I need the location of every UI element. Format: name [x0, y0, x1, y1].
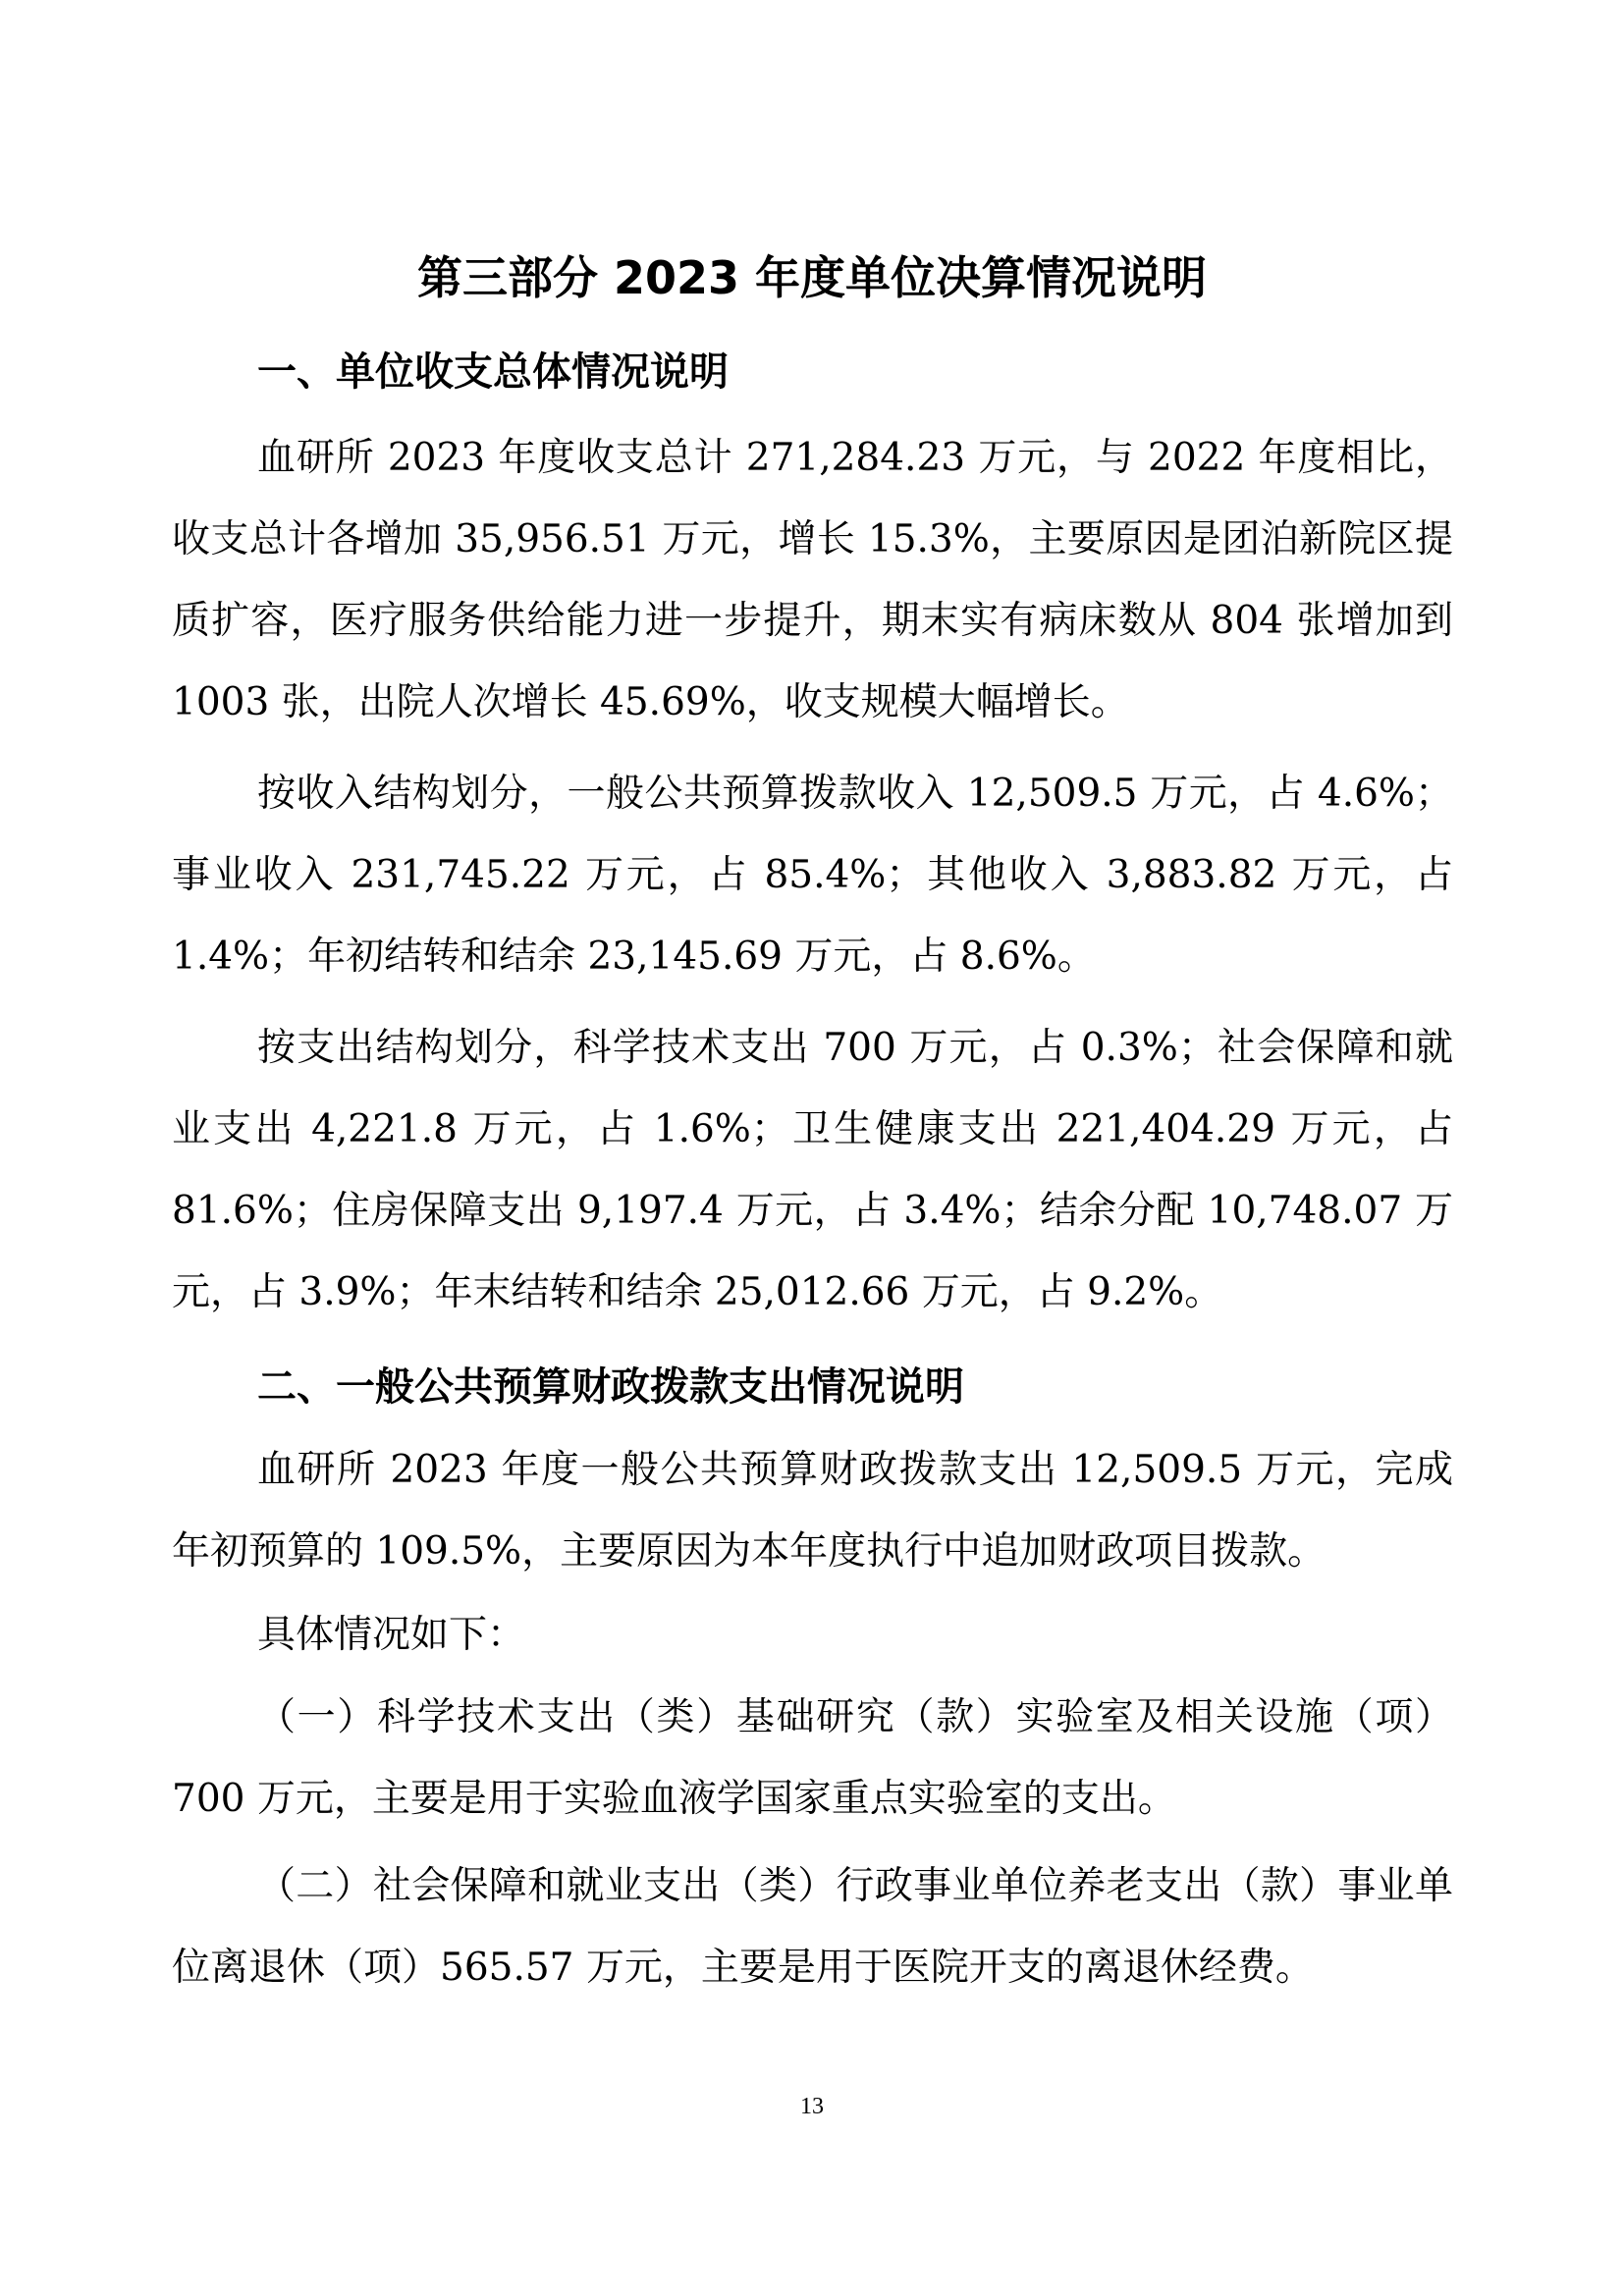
paragraph-2-2: 具体情况如下： — [257, 1613, 526, 1657]
paragraph-1-1: 血研所 2023 年度收支总计 271,284.23 万元，与 2022 年度相比，收支总计各增加 35,956.51 万元，增长 15.3%，主要原因是团泊新院区提质扩容，医疗服务供给能力进一步提升，期末实有病床数从 804 张增加到 1003 张，出院人次增长 45.69%，收支规模大幅增长。 — [172, 436, 1453, 724]
paragraph-1-2: 按收入结构划分，一般公共预算拨款收入 12,509.5 万元，占 4.6%；事业收入 231,745.22 万元，占 85.4%；其他收入 3,883.82 万元，占 1.4%；年初结转和结余 23,145.69 万元，占 8.6%。 — [172, 772, 1453, 979]
section-heading-1: 一、单位收支总体情况说明 — [257, 349, 729, 395]
paragraph-2-1: 血研所 2023 年度一般公共预算财政拨款支出 12,509.5 万元，完成年初预算的 109.5%，主要原因为本年度执行中追加财政项目拨款。 — [172, 1448, 1453, 1574]
page-number: 13 — [800, 2094, 824, 2119]
page-title: 第三部分 2023 年度单位决算情况说明 — [416, 251, 1208, 304]
section-heading-2: 二、一般公共预算财政拨款支出情况说明 — [257, 1364, 964, 1410]
paragraph-1-3: 按支出结构划分，科学技术支出 700 万元，占 0.3%；社会保障和就业支出 4,221.8 万元，占 1.6%；卫生健康支出 221,404.29 万元，占 81.6%；住房保障支出 9,197.4 万元，占 3.4%；结余分配 10,748.07 万元，占 3.9%；年末结转和结余 25,012.66 万元，占 9.2%。 — [172, 1026, 1453, 1314]
paragraph-2-3: （一）科学技术支出（类）基础研究（款）实验室及相关设施（项）700 万元，主要是用于实验血液学国家重点实验室的支出。 — [172, 1695, 1453, 1821]
paragraph-2-4: （二）社会保障和就业支出（类）行政事业单位养老支出（款）事业单位离退休（项）565.57 万元，主要是用于医院开支的离退休经费。 — [172, 1864, 1453, 1990]
